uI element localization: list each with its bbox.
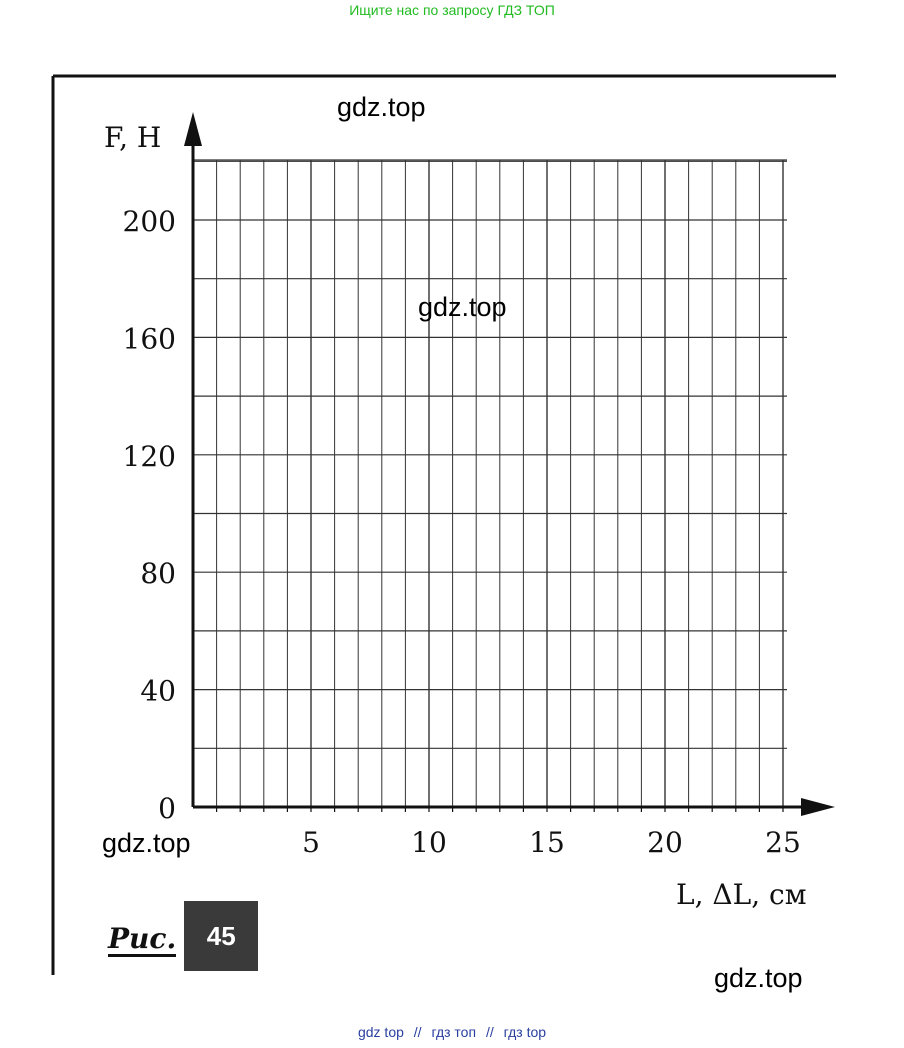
chart-axes <box>184 112 835 816</box>
watermark-2: gdz.top <box>418 292 507 322</box>
bottom-link-3[interactable]: гдз top <box>503 1024 547 1040</box>
figure-number-badge: 45 <box>184 901 258 971</box>
y-tick-label: 80 <box>140 557 176 591</box>
y-tick-label: 120 <box>122 439 176 473</box>
watermark-1: gdz.top <box>337 92 426 122</box>
top-banner[interactable]: Ищите нас по запросу ГДЗ ТОП <box>349 2 555 18</box>
y-axis-label: F, Н <box>104 121 162 154</box>
watermark-3: gdz.top <box>102 828 191 858</box>
x-tick-label: 5 <box>302 826 320 859</box>
y-tick-label: 200 <box>122 205 176 238</box>
bottom-link-2[interactable]: гдз топ <box>431 1024 477 1040</box>
bottom-link-1[interactable]: gdz top <box>357 1024 404 1040</box>
x-tick-label: 20 <box>647 826 683 859</box>
caption-label: Рис. <box>108 921 177 955</box>
chart-grid <box>193 160 787 807</box>
watermark-4: gdz.top <box>714 963 803 993</box>
y-tick-label: 160 <box>122 322 176 356</box>
link-separator-2: // <box>485 1024 494 1040</box>
bottom-links <box>0 1024 904 1040</box>
figure-caption <box>108 900 258 972</box>
x-tick-label: 10 <box>411 826 447 859</box>
y-tick-label: 40 <box>140 674 176 708</box>
y-axis-arrow <box>184 112 202 146</box>
x-tick-label: 25 <box>765 826 801 859</box>
x-tick-label: 15 <box>529 826 565 859</box>
x-axis-label: L, ΔL, см <box>676 878 807 911</box>
link-separator-1: // <box>413 1024 422 1040</box>
y-tick-label: 0 <box>158 792 176 825</box>
x-axis-arrow <box>801 798 835 816</box>
